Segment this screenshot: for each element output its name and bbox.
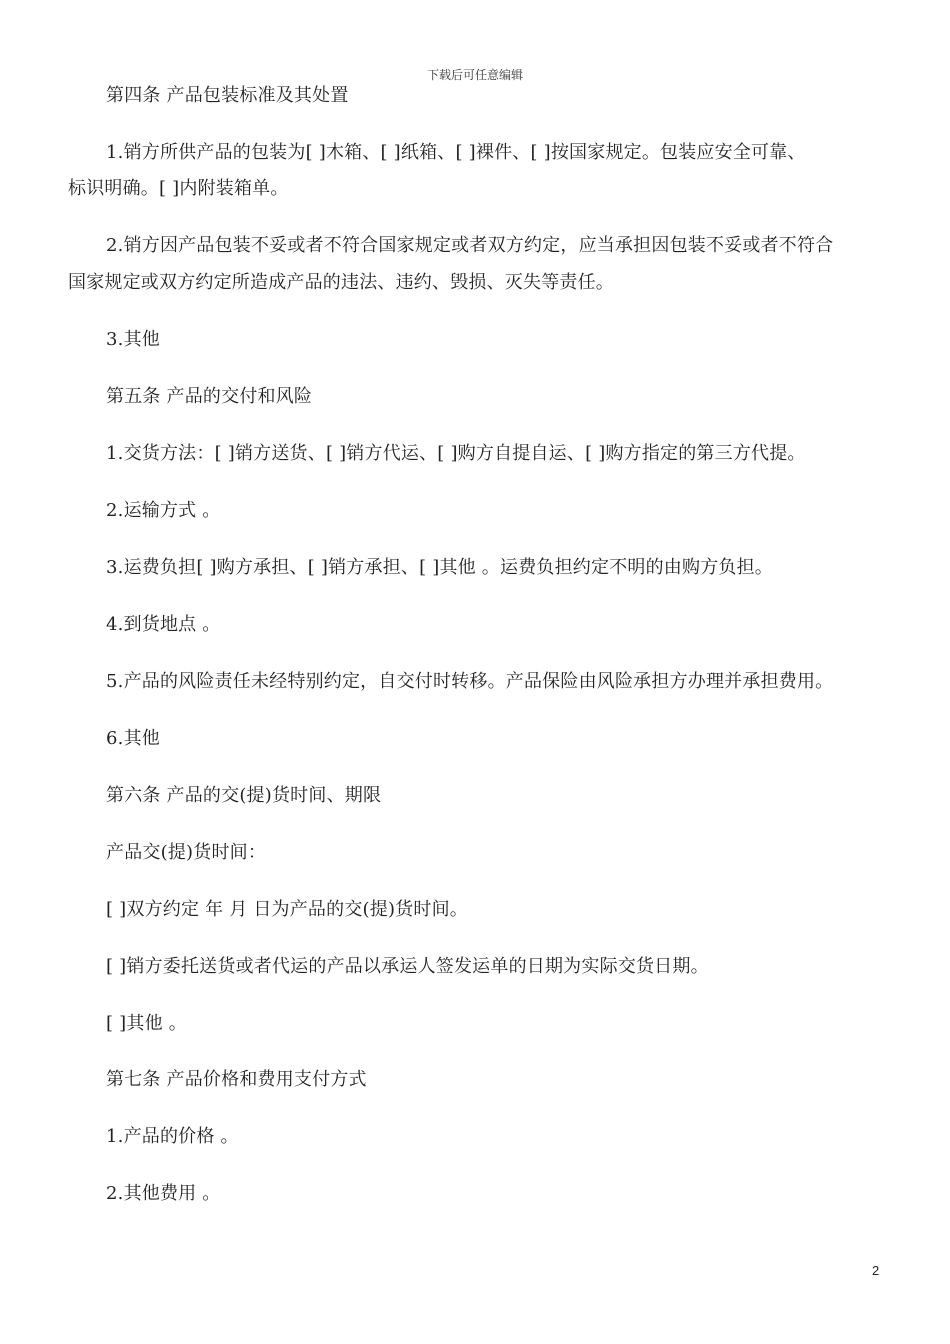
article-4-clause-2-cont: 国家规定或双方约定所造成产品的违法、违约、毁损、灭失等责任。 — [68, 272, 614, 293]
article-6-subheading: 产品交(提)货时间： — [106, 842, 267, 863]
article-5-clause-1: 1.交货方法：[ ]销方送货、[ ]销方代运、[ ]购方自提自运、[ ]购方指定的第三方代提。 — [106, 443, 806, 464]
article-7-clause-2: 2.其他费用 。 — [106, 1183, 221, 1204]
article-4-clause-2: 2.销方因产品包装不妥或者不符合国家规定或者双方约定，应当承担因包装不妥或者不符合 — [106, 235, 834, 256]
article-5-clause-3: 3.运费负担[ ]购方承担、[ ]销方承担、[ ]其他 。运费负担约定不明的由购方负担。 — [106, 557, 773, 578]
article-4-clause-3: 3.其他 — [106, 329, 160, 350]
article-5-clause-4: 4.到货地点 。 — [106, 614, 221, 635]
page-number: 2 — [872, 1263, 880, 1278]
article-4-clause-1: 1.销方所供产品的包装为[ ]木箱、[ ]纸箱、[ ]裸件、[ ]按国家规定。包装应安全可靠、 — [106, 142, 806, 163]
article-4-clause-1-cont: 标识明确。[ ]内附装箱单。 — [68, 178, 289, 199]
article-6-option-3: [ ]其他 。 — [106, 1013, 187, 1034]
article-6-option-1: [ ]双方约定 年 月 日为产品的交(提)货时间。 — [106, 899, 468, 920]
page-header-note: 下载后可任意编辑 — [426, 68, 523, 82]
article-7-heading: 第七条 产品价格和费用支付方式 — [106, 1069, 367, 1090]
article-6-heading: 第六条 产品的交(提)货时间、期限 — [106, 785, 382, 806]
article-5-clause-5: 5.产品的风险责任未经特别约定，自交付时转移。产品保险由风险承担方办理并承担费用。 — [106, 671, 834, 692]
article-7-clause-1: 1.产品的价格 。 — [106, 1126, 239, 1147]
article-5-heading: 第五条 产品的交付和风险 — [106, 386, 313, 407]
article-5-clause-6: 6.其他 — [106, 728, 160, 749]
article-5-clause-2: 2.运输方式 。 — [106, 500, 221, 521]
article-4-heading: 第四条 产品包装标准及其处置 — [106, 85, 349, 106]
article-6-option-2: [ ]销方委托送货或者代运的产品以承运人签发运单的日期为实际交货日期。 — [106, 956, 709, 977]
